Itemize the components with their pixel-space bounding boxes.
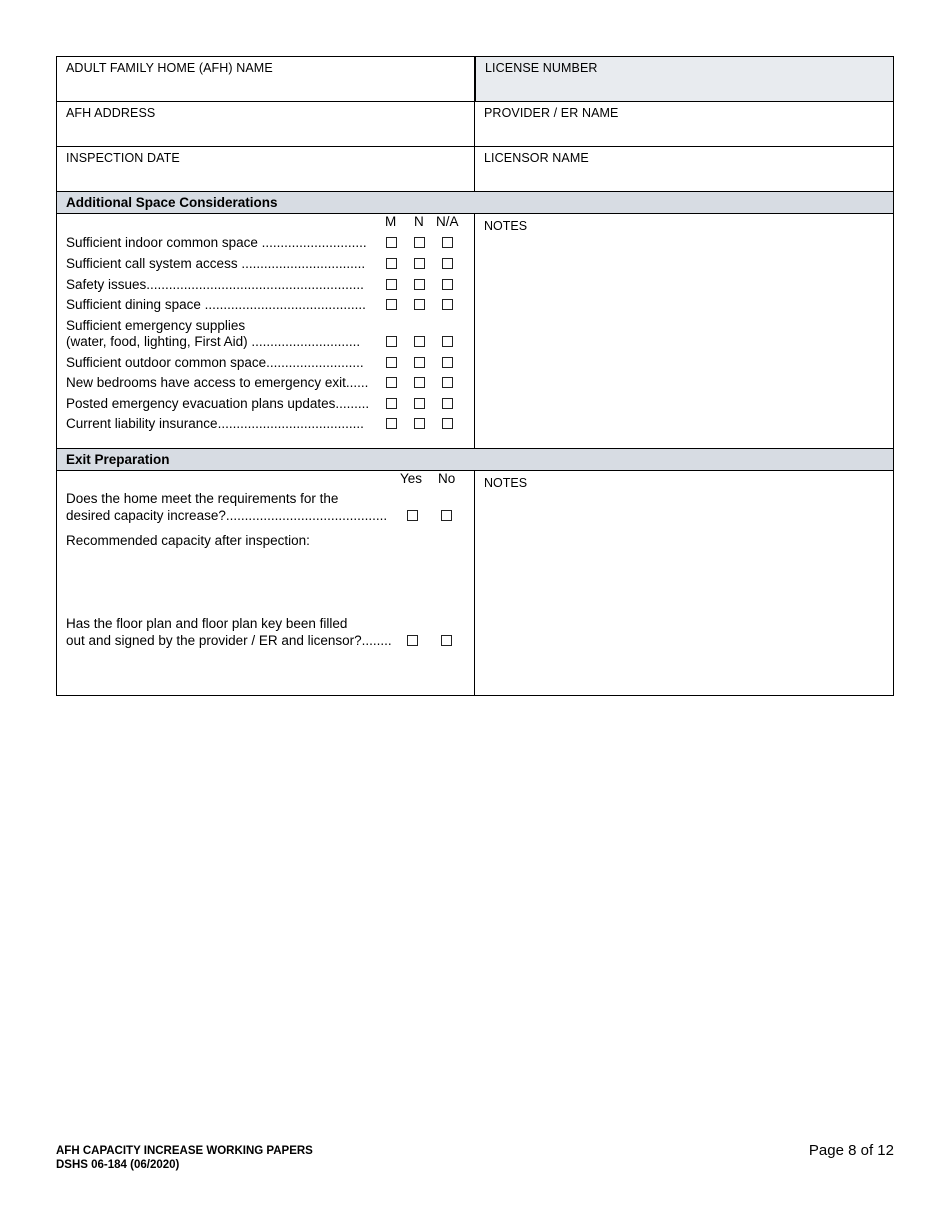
checkbox-m[interactable]	[386, 357, 397, 368]
checkbox-yes[interactable]	[407, 510, 418, 521]
col-n-header: N	[414, 214, 424, 229]
checkbox-yes[interactable]	[407, 635, 418, 646]
exit-q1-line2: desired capacity increase?...........................................	[66, 508, 388, 523]
space-notes-label: NOTES	[484, 219, 528, 233]
exit-q2-line1: Has the floor plan and floor plan key been filled	[66, 616, 348, 631]
checkbox-n[interactable]	[414, 418, 425, 429]
footer-form-info	[56, 1144, 313, 1172]
col-yes-header: Yes	[400, 471, 423, 486]
space-item-call-system: Sufficient call system access .................................	[66, 256, 366, 271]
space-section-body	[57, 214, 893, 449]
provider-name-field[interactable]	[475, 102, 893, 146]
inspection-form	[56, 56, 894, 696]
exit-notes-label: NOTES	[484, 476, 528, 490]
checkbox-n[interactable]	[414, 336, 425, 347]
checkbox-n[interactable]	[414, 279, 425, 290]
exit-section-body	[57, 471, 893, 696]
space-item-liability: Current liability insurance.......................................	[66, 416, 364, 431]
exit-checklist	[57, 471, 475, 695]
col-na-header: N/A	[436, 214, 459, 229]
license-number-field[interactable]	[475, 56, 894, 102]
checkbox-na[interactable]	[442, 258, 453, 269]
header-row-2	[57, 102, 893, 147]
provider-name-label: PROVIDER / ER NAME	[484, 106, 619, 120]
footer-form-number: DSHS 06-184 (06/2020)	[56, 1159, 180, 1171]
exit-q2-line2: out and signed by the provider / ER and licensor?........	[66, 633, 392, 648]
exit-section-title: Exit Preparation	[57, 449, 893, 471]
space-item-emergency-l2: (water, food, lighting, First Aid) .............................	[66, 334, 361, 349]
header-row-1	[57, 57, 893, 102]
space-notes-field[interactable]	[475, 214, 893, 448]
checkbox-m[interactable]	[386, 418, 397, 429]
checkbox-na[interactable]	[442, 237, 453, 248]
inspection-date-field[interactable]	[57, 147, 475, 191]
checkbox-m[interactable]	[386, 237, 397, 248]
checkbox-na[interactable]	[442, 336, 453, 347]
checkbox-n[interactable]	[414, 357, 425, 368]
checkbox-m[interactable]	[386, 258, 397, 269]
space-checklist	[57, 214, 475, 448]
space-item-dining: Sufficient dining space ...........................................	[66, 297, 366, 312]
checkbox-na[interactable]	[442, 279, 453, 290]
afh-name-label: ADULT FAMILY HOME (AFH) NAME	[66, 61, 273, 75]
checkbox-m[interactable]	[386, 398, 397, 409]
checkbox-na[interactable]	[442, 418, 453, 429]
checkbox-na[interactable]	[442, 357, 453, 368]
checkbox-n[interactable]	[414, 299, 425, 310]
page-number: Page 8 of 12	[808, 1142, 894, 1159]
checkbox-n[interactable]	[414, 398, 425, 409]
afh-address-label: AFH ADDRESS	[66, 106, 156, 120]
space-item-evacuation-plans: Posted emergency evacuation plans updates.........	[66, 396, 370, 411]
space-item-outdoor: Sufficient outdoor common space..........................	[66, 355, 364, 370]
col-m-header: M	[385, 214, 397, 229]
checkbox-na[interactable]	[442, 377, 453, 388]
recommended-capacity-label: Recommended capacity after inspection:	[66, 533, 310, 548]
exit-notes-field[interactable]	[475, 471, 893, 695]
afh-address-field[interactable]	[57, 102, 475, 146]
checkbox-na[interactable]	[442, 299, 453, 310]
exit-q1-line1: Does the home meet the requirements for the	[66, 491, 339, 506]
space-item-bedrooms-exit: New bedrooms have access to emergency exit......	[66, 375, 369, 390]
inspection-date-label: INSPECTION DATE	[66, 151, 180, 165]
space-item-safety: Safety issues..........................................................	[66, 277, 364, 292]
checkbox-m[interactable]	[386, 336, 397, 347]
checkbox-m[interactable]	[386, 299, 397, 310]
footer-title: AFH CAPACITY INCREASE WORKING PAPERS	[56, 1145, 313, 1157]
header-row-3	[57, 147, 893, 192]
licensor-name-label: LICENSOR NAME	[484, 151, 589, 165]
checkbox-no[interactable]	[441, 510, 452, 521]
checkbox-n[interactable]	[414, 258, 425, 269]
checkbox-m[interactable]	[386, 377, 397, 388]
space-item-indoor: Sufficient indoor common space ............................	[66, 235, 367, 250]
license-number-label: LICENSE NUMBER	[485, 61, 598, 75]
checkbox-n[interactable]	[414, 377, 425, 388]
checkbox-m[interactable]	[386, 279, 397, 290]
licensor-name-field[interactable]	[475, 147, 893, 191]
space-item-emergency-l1: Sufficient emergency supplies	[66, 318, 246, 333]
checkbox-n[interactable]	[414, 237, 425, 248]
afh-name-field[interactable]	[57, 57, 475, 101]
checkbox-na[interactable]	[442, 398, 453, 409]
space-section-title: Additional Space Considerations	[57, 192, 893, 214]
col-no-header: No	[438, 471, 456, 486]
checkbox-no[interactable]	[441, 635, 452, 646]
